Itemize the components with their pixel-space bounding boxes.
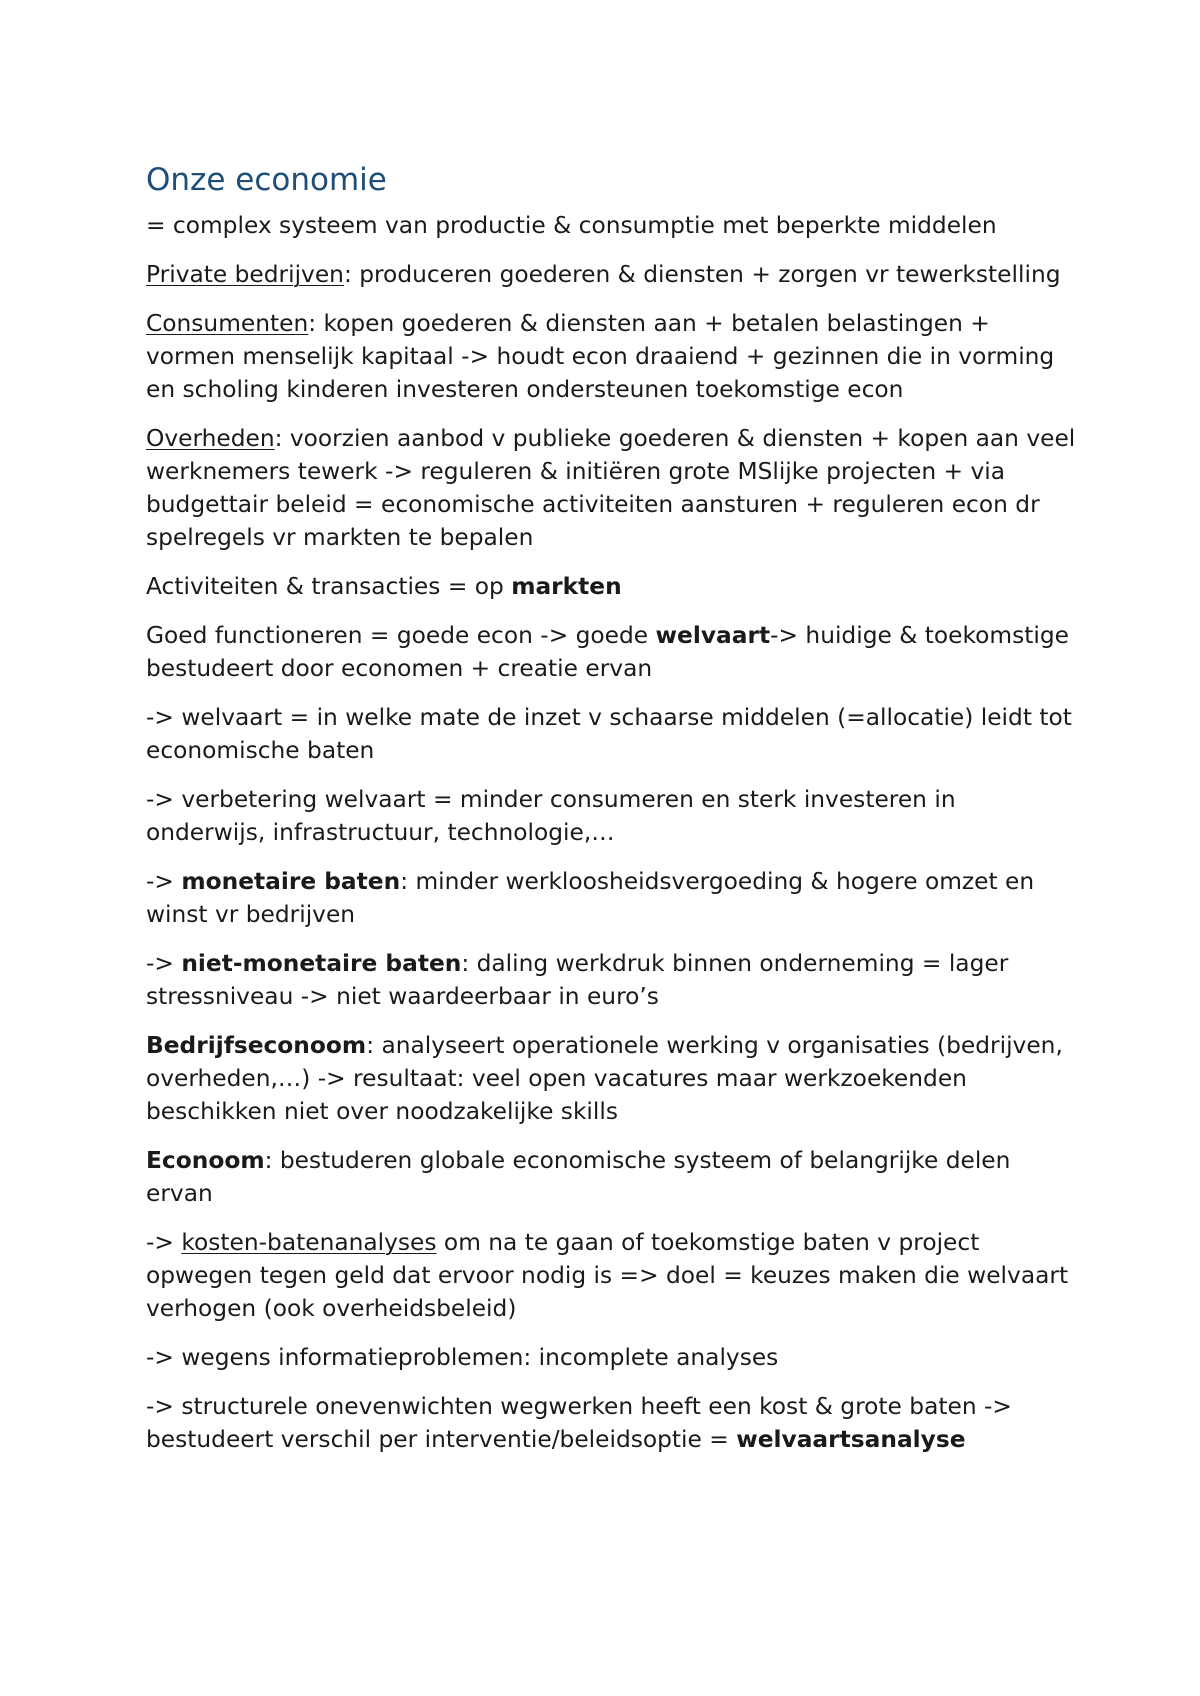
- term-overheden: Overheden: [146, 425, 275, 452]
- term-consumenten: Consumenten: [146, 310, 309, 337]
- term-econoom: Econoom: [146, 1147, 265, 1174]
- term-markten: markten: [511, 573, 622, 600]
- paragraph-markten: Activiteiten & transacties = op markten: [146, 573, 622, 600]
- paragraph-definition: = complex systeem van productie & consumptie met beperkte middelen: [146, 212, 997, 239]
- paragraph-informatieproblemen: -> wegens informatieproblemen: incomplete analyses: [146, 1344, 779, 1371]
- paragraph-niet-monetaire-baten: -> niet-monetaire baten: daling werkdruk binnen onderneming = lager stressniveau -> niet waardeerbaar in euro’s: [146, 950, 1009, 1010]
- paragraph-bedrijfseconoom: Bedrijfseconoom: analyseert operationele werking v organisaties (bedrijven, overheden,…) -> resultaat: veel open vacatures maar werkzoekenden beschikken niet over noodzakelijke skills: [146, 1032, 1063, 1125]
- paragraph-verbetering-welvaart: -> verbetering welvaart = minder consumeren en sterk investeren in onderwijs, infrastructuur, technologie,…: [146, 786, 956, 846]
- document-title: Onze economie: [146, 162, 387, 198]
- term-monetaire-baten: monetaire baten: [181, 868, 401, 895]
- term-niet-monetaire-baten: niet-monetaire baten: [181, 950, 462, 977]
- paragraph-welvaart: Goed functioneren = goede econ -> goede welvaart-> huidige & toekomstige bestudeert door economen + creatie ervan: [146, 622, 1069, 682]
- paragraph-overheden: Overheden: voorzien aanbod v publieke goederen & diensten + kopen aan veel werknemers tewerk -> reguleren & initiëren grote MSlijke projecten + via budgettair beleid = economische activiteiten aansturen + reguleren econ dr spelregels vr markten te bepalen: [146, 425, 1076, 551]
- paragraph-private-bedrijven: Private bedrijven: produceren goederen & diensten + zorgen vr tewerkstelling: [146, 261, 1061, 288]
- paragraph-welvaart-definitie: -> welvaart = in welke mate de inzet v schaarse middelen (=allocatie) leidt tot economische baten: [146, 704, 1072, 764]
- paragraph-econoom: Econoom: bestuderen globale economische systeem of belangrijke delen ervan: [146, 1147, 1011, 1207]
- paragraph-welvaartsanalyse: -> structurele onevenwichten wegwerken heeft een kost & grote baten -> bestudeert verschil per interventie/beleidsoptie = welvaartsanalyse: [146, 1393, 1012, 1453]
- paragraph-kosten-batenanalyses: -> kosten-batenanalyses om na te gaan of toekomstige baten v project opwegen tegen geld dat ervoor nodig is => doel = keuzes maken die welvaart verhogen (ook overheidsbeleid): [146, 1229, 1069, 1322]
- paragraph-monetaire-baten: -> monetaire baten: minder werkloosheidsvergoeding & hogere omzet en winst vr bedrijven: [146, 868, 1035, 928]
- paragraph-consumenten: Consumenten: kopen goederen & diensten aan + betalen belastingen + vormen menselijk kapitaal -> houdt econ draaiend + gezinnen die in vorming en scholing kinderen investeren ondersteunen toekomstige econ: [146, 310, 1055, 403]
- term-bedrijfseconoom: Bedrijfseconoom: [146, 1032, 367, 1059]
- term-kosten-batenanalyses: kosten-batenanalyses: [181, 1229, 437, 1256]
- term-private-bedrijven: Private bedrijven: [146, 261, 344, 288]
- document-body: [146, 160, 1076, 1472]
- term-welvaart: welvaart: [655, 622, 771, 649]
- term-welvaartsanalyse: welvaartsanalyse: [736, 1426, 966, 1453]
